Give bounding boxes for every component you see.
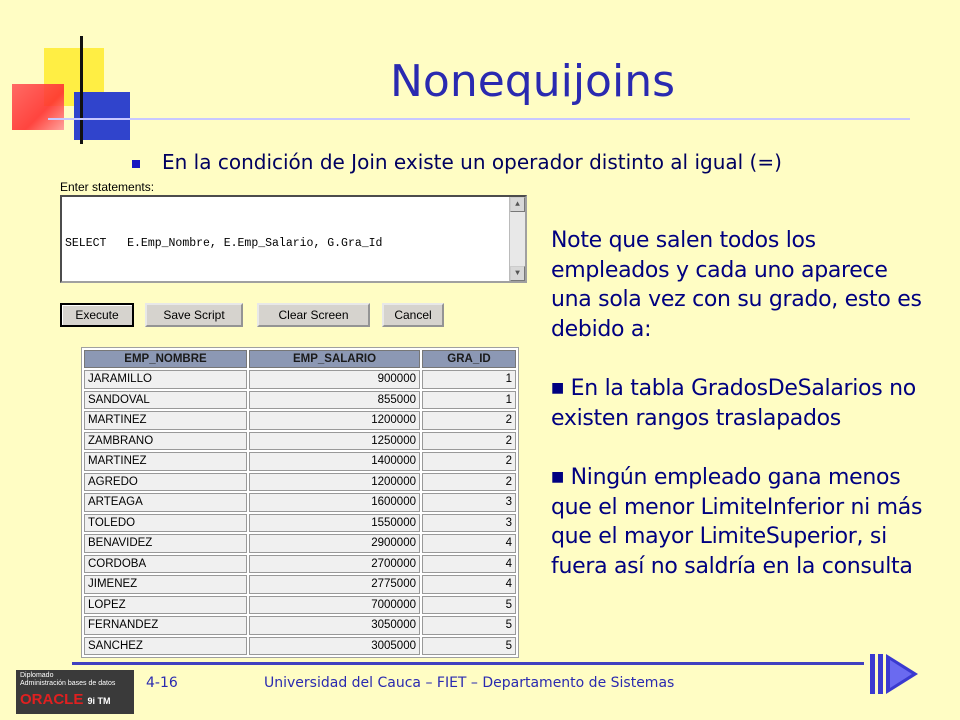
emp-salario-cell: 900000 xyxy=(249,370,420,389)
column-header: GRA_ID xyxy=(422,350,516,368)
scroll-down-icon[interactable]: ▼ xyxy=(510,266,525,281)
column-header: EMP_SALARIO xyxy=(249,350,420,368)
sql-editor[interactable] xyxy=(60,195,527,283)
gra-id-cell: 1 xyxy=(422,370,516,389)
note-intro: Note que salen todos los empleados y cada uno aparece una sola vez con su grado, esto es debido a: xyxy=(551,228,922,342)
emp-nombre-cell: MARTINEZ xyxy=(84,411,247,430)
emp-salario-cell: 1550000 xyxy=(249,514,420,533)
square-bullet-icon: ■ xyxy=(551,469,564,485)
note-point-2 xyxy=(551,463,931,581)
emp-nombre-cell: JARAMILLO xyxy=(84,370,247,389)
emp-nombre-cell: AGREDO xyxy=(84,473,247,492)
sql-scrollbar[interactable] xyxy=(509,197,525,281)
table-row xyxy=(84,514,516,533)
gra-id-cell: 2 xyxy=(422,411,516,430)
result-table-body xyxy=(84,370,516,655)
main-bullet-text: En la condición de Join existe un operador distinto al igual (=) xyxy=(162,150,782,174)
column-header: EMP_NOMBRE xyxy=(84,350,247,368)
slide-title: Nonequijoins xyxy=(390,56,676,107)
emp-nombre-cell: CORDOBA xyxy=(84,555,247,574)
footer-divider xyxy=(72,662,864,665)
title-underline xyxy=(48,118,910,120)
footer-text: Universidad del Cauca – FIET – Departamento de Sistemas xyxy=(264,675,675,691)
table-row xyxy=(84,493,516,512)
table-row xyxy=(84,534,516,553)
clear-screen-button[interactable]: Clear Screen xyxy=(257,303,370,327)
table-row xyxy=(84,370,516,389)
emp-nombre-cell: MARTINEZ xyxy=(84,452,247,471)
emp-salario-cell: 2900000 xyxy=(249,534,420,553)
gra-id-cell: 5 xyxy=(422,637,516,656)
emp-salario-cell: 2775000 xyxy=(249,575,420,594)
emp-salario-cell: 3005000 xyxy=(249,637,420,656)
diplomado-logo xyxy=(16,670,134,714)
bullet-square-icon xyxy=(132,160,140,168)
logo-vertical-line xyxy=(80,36,83,144)
logo-text: Administración bases de datos xyxy=(20,680,116,687)
gra-id-cell: 5 xyxy=(422,616,516,635)
table-row xyxy=(84,616,516,635)
page-number: 4-16 xyxy=(146,675,178,691)
emp-salario-cell: 1200000 xyxy=(249,473,420,492)
table-row xyxy=(84,596,516,615)
gra-id-cell: 3 xyxy=(422,514,516,533)
emp-salario-cell: 1400000 xyxy=(249,452,420,471)
square-bullet-icon: ■ xyxy=(551,380,564,396)
logo-square-red xyxy=(12,84,64,130)
emp-nombre-cell: LOPEZ xyxy=(84,596,247,615)
table-row xyxy=(84,432,516,451)
note-point-1-text: En la tabla GradosDeSalarios no existen rangos traslapados xyxy=(551,376,916,431)
next-slide-arrow-icon[interactable] xyxy=(868,652,920,696)
emp-salario-cell: 1200000 xyxy=(249,411,420,430)
main-bullet xyxy=(132,150,782,174)
emp-salario-cell: 2700000 xyxy=(249,555,420,574)
table-row xyxy=(84,555,516,574)
note-panel xyxy=(551,226,931,611)
sql-line: SELECT E.Emp_Nombre, E.Emp_Salario, G.Gra_Id xyxy=(65,236,383,250)
emp-nombre-cell: ZAMBRANO xyxy=(84,432,247,451)
save-script-button[interactable]: Save Script xyxy=(145,303,243,327)
table-row xyxy=(84,391,516,410)
table-row xyxy=(84,575,516,594)
emp-salario-cell: 1250000 xyxy=(249,432,420,451)
emp-nombre-cell: SANCHEZ xyxy=(84,637,247,656)
gra-id-cell: 2 xyxy=(422,473,516,492)
gra-id-cell: 3 xyxy=(422,493,516,512)
emp-nombre-cell: JIMENEZ xyxy=(84,575,247,594)
emp-salario-cell: 855000 xyxy=(249,391,420,410)
note-point-2-text: Ningún empleado gana menos que el menor LimiteInferior ni más que el mayor LimiteSuperior, si fuera así no saldría en la consulta xyxy=(551,465,923,579)
gra-id-cell: 4 xyxy=(422,575,516,594)
table-row xyxy=(84,473,516,492)
oracle-logo-text: ORACLE 9i TM xyxy=(20,691,111,708)
gra-id-cell: 2 xyxy=(422,452,516,471)
result-table xyxy=(81,347,519,658)
table-row xyxy=(84,637,516,656)
emp-salario-cell: 3050000 xyxy=(249,616,420,635)
emp-nombre-cell: TOLEDO xyxy=(84,514,247,533)
emp-nombre-cell: SANDOVAL xyxy=(84,391,247,410)
execute-button[interactable]: Execute xyxy=(60,303,134,327)
gra-id-cell: 5 xyxy=(422,596,516,615)
logo-text: Diplomado xyxy=(20,672,54,679)
enter-statements-label: Enter statements: xyxy=(60,180,155,194)
table-header-row xyxy=(84,350,516,368)
table-row xyxy=(84,411,516,430)
gra-id-cell: 4 xyxy=(422,555,516,574)
emp-salario-cell: 1600000 xyxy=(249,493,420,512)
cancel-button[interactable]: Cancel xyxy=(382,303,444,327)
emp-nombre-cell: BENAVIDEZ xyxy=(84,534,247,553)
emp-nombre-cell: FERNANDEZ xyxy=(84,616,247,635)
gra-id-cell: 1 xyxy=(422,391,516,410)
gra-id-cell: 4 xyxy=(422,534,516,553)
emp-salario-cell: 7000000 xyxy=(249,596,420,615)
emp-nombre-cell: ARTEAGA xyxy=(84,493,247,512)
note-point-1 xyxy=(551,374,931,433)
gra-id-cell: 2 xyxy=(422,432,516,451)
scroll-up-icon[interactable]: ▲ xyxy=(510,197,525,212)
table-row xyxy=(84,452,516,471)
